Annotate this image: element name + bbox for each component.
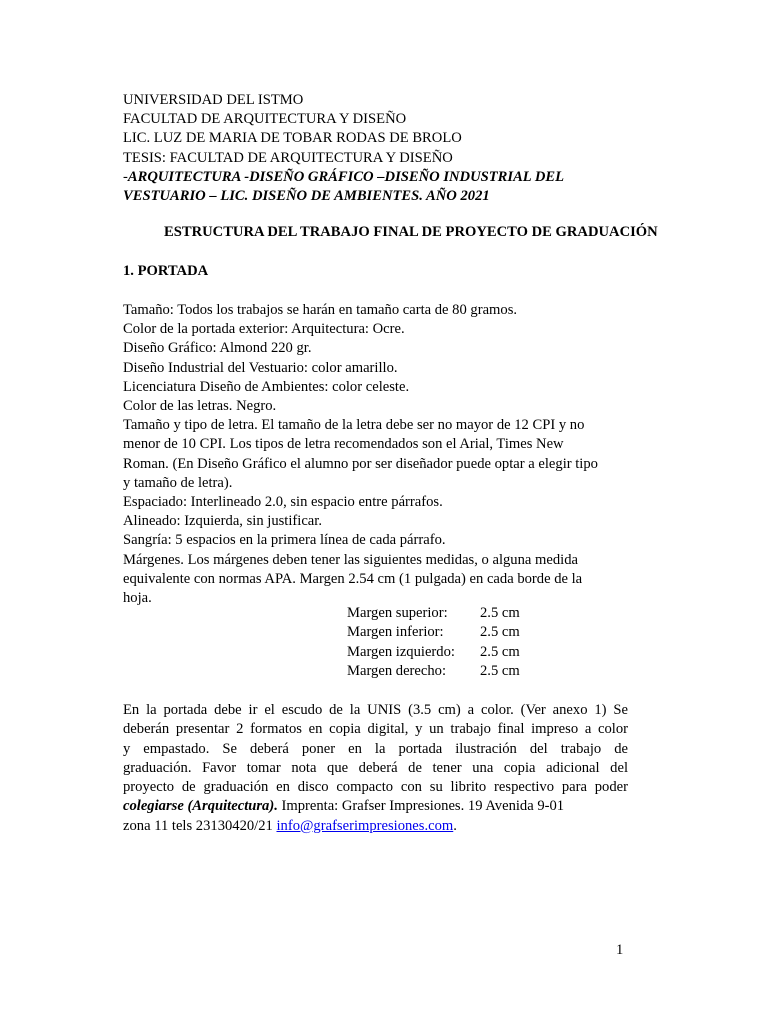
paragraph-line: graduación. Favor tomar nota que deberá de tener una copia adicional del	[123, 759, 628, 776]
paragraph-line: deberán presentar 2 formatos en copia digital, y un trabajo final impreso a color	[123, 721, 628, 738]
spec-line: Licenciatura Diseño de Ambientes: color celeste.	[123, 378, 410, 395]
spec-line: Diseño Gráfico: Almond 220 gr.	[123, 340, 312, 357]
spec-line: y tamaño de letra).	[123, 474, 233, 491]
paragraph-line: y empastado. Se deberá poner en la portada ilustración del trabajo de	[123, 740, 628, 757]
margin-row	[347, 643, 520, 662]
spec-line: hoja.	[123, 590, 152, 607]
spec-line: Alineado: Izquierda, sin justificar.	[123, 513, 322, 530]
document-header	[123, 91, 564, 206]
margin-value: 2.5 cm	[480, 643, 520, 660]
spec-line: Márgenes. Los márgenes deben tener las siguientes medidas, o alguna medida	[123, 551, 578, 568]
sentence-end: .	[453, 817, 457, 834]
spec-line: equivalente con normas APA. Margen 2.54 cm (1 pulgada) en cada borde de la	[123, 570, 583, 587]
programs-dash: -	[123, 168, 128, 185]
page-number: 1	[616, 942, 624, 958]
margins-table	[347, 604, 520, 682]
spec-line: Color de la portada exterior: Arquitectura: Ocre.	[123, 321, 405, 338]
portada-paragraph	[123, 701, 628, 836]
thesis-line: TESIS: FACULTAD DE ARQUITECTURA Y DISEÑO	[123, 149, 453, 166]
margin-value: 2.5 cm	[480, 605, 520, 621]
margin-label: Margen izquierdo:	[347, 643, 455, 660]
margin-value: 2.5 cm	[480, 663, 520, 680]
paragraph-line: proyecto de graduación en disco compacto con su librito respectivo para poder	[123, 779, 628, 796]
margin-label: Margen inferior:	[347, 624, 444, 641]
phone-info: zona 11 tels 23130420/21	[123, 817, 277, 834]
margin-row	[347, 623, 520, 642]
spec-line: Color de las letras. Negro.	[123, 398, 277, 415]
spec-line: Roman. (En Diseño Gráfico el alumno por ser diseñador puede optar a elegir tipo	[123, 455, 598, 472]
printer-info: Imprenta: Grafser Impresiones. 19 Avenida 9-01	[277, 798, 565, 815]
spec-line: Tamaño y tipo de letra. El tamaño de la letra debe ser no mayor de 12 CPI y no	[123, 417, 585, 434]
margin-label: Margen superior:	[347, 605, 448, 621]
paragraph-line: En la portada debe ir el escudo de la UNIS (3.5 cm) a color. (Ver anexo 1) Se	[123, 702, 628, 718]
spec-line: Tamaño: Todos los trabajos se harán en tamaño carta de 80 gramos.	[123, 302, 518, 318]
university-name: UNIVERSIDAD DEL ISTMO	[123, 92, 304, 108]
margin-label: Margen derecho:	[347, 663, 447, 680]
portada-specs	[123, 301, 618, 608]
spec-line: menor de 10 CPI. Los tipos de letra recomendados son el Arial, Times New	[123, 436, 564, 453]
programs-text-1: ARQUITECTURA -DISEÑO GRÁFICO –DISEÑO INDUSTRIAL DEL	[127, 168, 565, 185]
dean-name: LIC. LUZ DE MARIA DE TOBAR RODAS DE BROLO	[123, 130, 462, 147]
programs-line-1	[123, 168, 564, 187]
email-link[interactable]: info@grafserimpresiones.com	[276, 817, 454, 834]
margin-value: 2.5 cm	[480, 624, 520, 641]
colegiarse-emphasis: colegiarse (Arquitectura).	[123, 798, 278, 815]
spec-line: Sangría: 5 espacios en la primera línea de cada párrafo.	[123, 532, 446, 549]
margin-row	[347, 662, 520, 681]
document-title: ESTRUCTURA DEL TRABAJO FINAL DE PROYECTO DE GRADUACIÓN	[164, 224, 658, 240]
spec-line: Espaciado: Interlineado 2.0, sin espacio entre párrafos.	[123, 494, 443, 511]
margin-row	[347, 604, 520, 623]
paragraph-line	[123, 817, 628, 836]
spec-line: Diseño Industrial del Vestuario: color amarillo.	[123, 359, 398, 376]
programs-line-2: VESTUARIO – LIC. DISEÑO DE AMBIENTES. AÑO 2021	[123, 188, 490, 205]
section-heading-portada: 1. PORTADA	[123, 263, 209, 279]
faculty-name: FACULTAD DE ARQUITECTURA Y DISEÑO	[123, 111, 407, 128]
paragraph-line	[123, 797, 628, 816]
